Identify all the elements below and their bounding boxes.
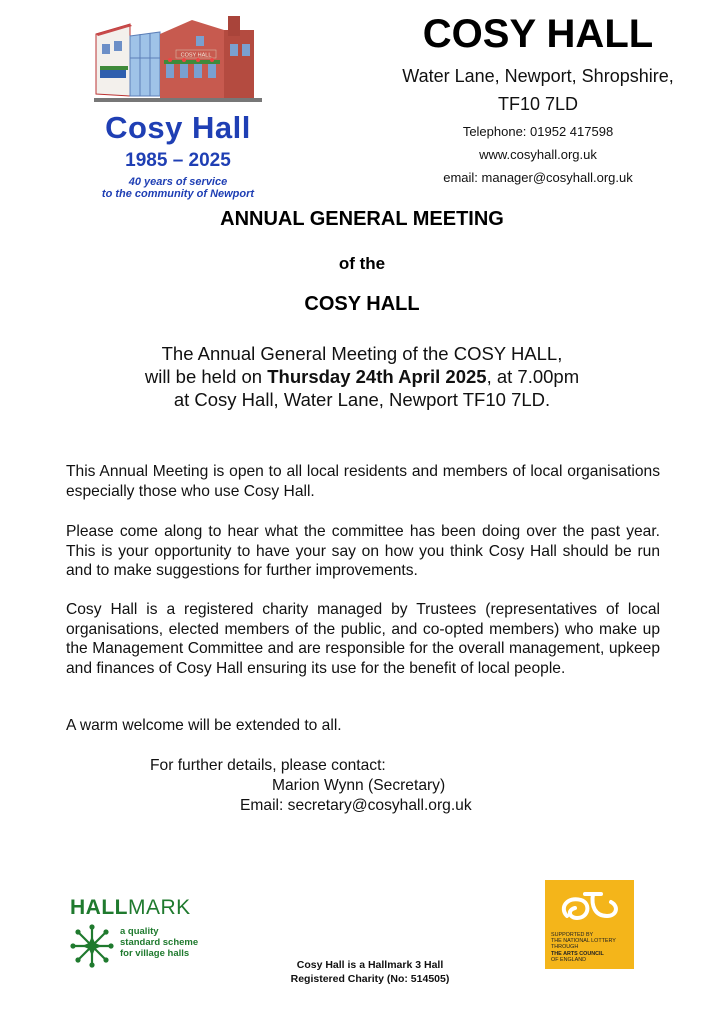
logo-tagline-line2: to the community of Newport xyxy=(101,188,255,200)
arts-line-5: OF ENGLAND xyxy=(551,956,587,963)
footer-charity-line: Registered Charity (No: 514505) xyxy=(290,973,450,985)
website-link[interactable]: www.cosyhall.org.uk xyxy=(479,147,597,162)
footer-note xyxy=(230,958,510,986)
arts-council-logo xyxy=(545,880,634,969)
org-title: COSY HALL xyxy=(422,12,654,56)
logo-tagline-line1: 40 years of service xyxy=(128,176,228,188)
arts-line-2: THE NATIONAL LOTTERY xyxy=(551,938,616,945)
intro-line-3: at Cosy Hall, Water Lane, Newport TF10 7LD. xyxy=(173,389,551,410)
telephone: Telephone: 01952 417598 xyxy=(462,124,614,139)
logo-tagline xyxy=(88,176,268,200)
arts-council-text xyxy=(551,932,616,963)
hallmark-tagline xyxy=(120,926,198,959)
cosy-hall-building-logo xyxy=(92,14,264,110)
arts-line-1: SUPPORTED BY xyxy=(551,932,594,938)
contact-name: Marion Wynn (Secretary) xyxy=(272,777,446,794)
address-line-2: TF10 7LD xyxy=(497,94,579,114)
paragraph-welcome: A warm welcome will be extended to all. xyxy=(66,717,342,734)
hallmark-tagline-line1: a quality xyxy=(120,926,159,937)
arts-council-lottery-logo xyxy=(555,886,625,930)
logo-years: 1985 – 2025 xyxy=(125,150,231,171)
meeting-intro xyxy=(60,342,664,411)
hallmark-logo xyxy=(68,896,218,976)
hallmark-wordmark xyxy=(70,896,191,920)
arts-line-3: THROUGH xyxy=(551,944,579,951)
meeting-title-hall: COSY HALL xyxy=(304,293,420,315)
manager-email-link[interactable]: email: manager@cosyhall.org.uk xyxy=(443,170,633,185)
hallmark-tagline-line3: for village halls xyxy=(120,948,190,959)
hallmark-word-mark: MARK xyxy=(128,896,191,919)
meeting-title-of-the: of the xyxy=(338,254,386,273)
meeting-title: ANNUAL GENERAL MEETING xyxy=(220,208,504,230)
paragraph-open-to-all: This Annual Meeting is open to all local residents and members of local organisations especially those who use Cosy Hall. xyxy=(66,463,660,500)
intro-line-1: The Annual General Meeting of the COSY HALL, xyxy=(161,343,563,364)
intro-line-2 xyxy=(60,365,664,388)
logo-name: Cosy Hall xyxy=(105,110,251,145)
secretary-email-link[interactable]: Email: secretary@cosyhall.org.uk xyxy=(240,797,472,814)
building-sign: COSY HALL xyxy=(180,52,212,59)
hallmark-word-hall: HALL xyxy=(70,896,128,919)
paragraph-charity: Cosy Hall is a registered charity managed by Trustees (representatives of local organisations, elected members of the public, and co-opted members) who make up the Management Committee and are responsible for the overall management, upkeep and finances of Cosy Hall ensuring its use for the benefit of local people. xyxy=(66,601,660,677)
footer-hallmark-line: Cosy Hall is a Hallmark 3 Hall xyxy=(296,959,444,971)
intro-line-2-suffix: , at 7.00pm xyxy=(486,366,580,387)
arts-line-4: THE ARTS COUNCIL xyxy=(551,950,604,957)
address-line-1: Water Lane, Newport, Shropshire, xyxy=(402,66,674,86)
cosy-hall-logo xyxy=(88,14,268,200)
intro-line-2-prefix: will be held on xyxy=(144,366,268,387)
contact-intro: For further details, please contact: xyxy=(150,757,386,774)
meeting-date: Thursday 24th April 2025 xyxy=(267,366,487,387)
paragraph-come-along: Please come along to hear what the committee has been doing over the past year. This is your opportunity to have your say on how you think Cosy Hall should be run and to make suggestions for further improvements. xyxy=(66,523,660,579)
hallmark-star-icon xyxy=(68,922,116,970)
hallmark-tagline-line2: standard scheme xyxy=(120,937,199,948)
